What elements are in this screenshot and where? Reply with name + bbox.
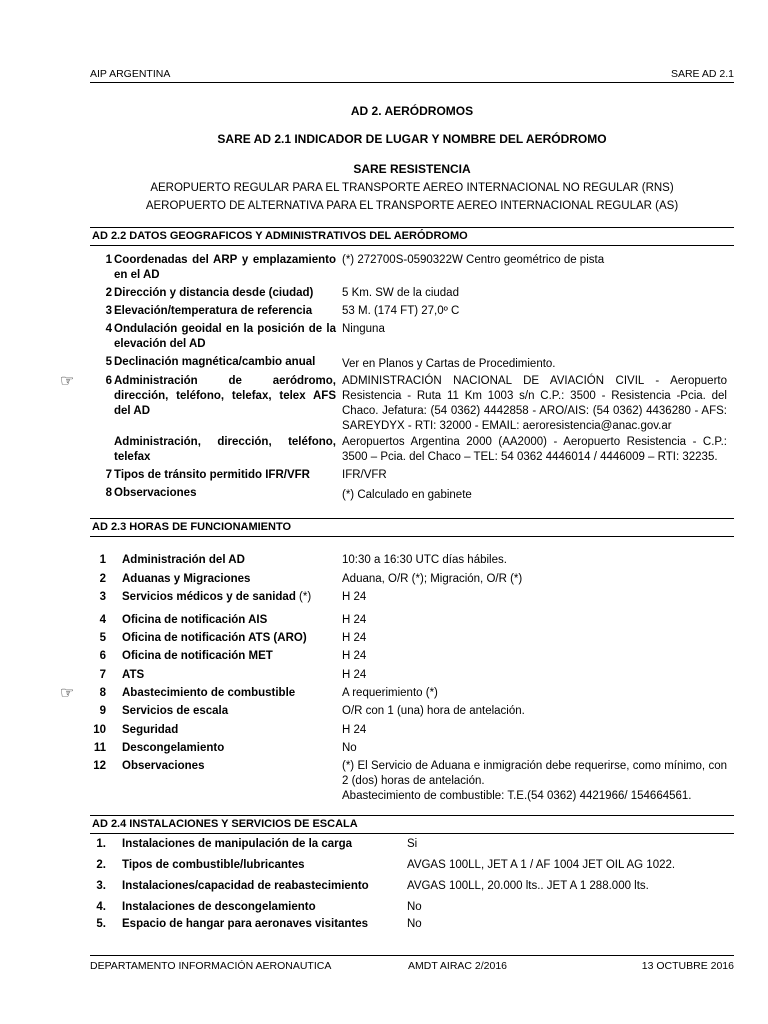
pointing-hand-icon: ☞ xyxy=(60,685,75,702)
title-sare-ad21: SARE AD 2.1 INDICADOR DE LUGAR Y NOMBRE DEL AERÓDROMO xyxy=(217,132,607,146)
title-ad2: AD 2. AERÓDROMOS xyxy=(350,104,474,118)
title-aerodrome-name: SARE RESISTENCIA xyxy=(353,162,471,176)
footer-center: AMDT AIRAC 2/2016 xyxy=(408,960,508,972)
page-header xyxy=(90,68,734,82)
section-ad23-heading: AD 2.3 HORAS DE FUNCIONAMIENTO xyxy=(90,518,734,537)
header-right: SARE AD 2.1 xyxy=(670,68,734,80)
pointing-hand-icon: ☞ xyxy=(60,373,75,390)
header-rule xyxy=(90,82,734,83)
subtitle-rns: AEROPUERTO REGULAR PARA EL TRANSPORTE AEREO INTERNACIONAL NO REGULAR (RNS) xyxy=(150,182,674,194)
document-page: AIP ARGENTINA SARE AD 2.1 AD 2. AERÓDROMOS SARE AD 2.1 INDICADOR DE LUGAR Y NOMBRE DEL AERÓDROMO SARE RESISTENCIA AEROPUERTO REGULAR PARA EL TRANSPORTE AEREO INTERNACIONAL NO REGULAR (RNS) AEROPUERTO DE ALTERNATIVA PARA EL TRANSPORTE AEREO INTERNACIONAL REGULAR (AS) AD 2.2 DATOS GEOGRAFICOS Y ADMINISTRATIVOS DEL AERÓDROMO 1 Coordenadas del ARP y emplazamiento en el AD (*) 272700S-0590322W Centro geométrico de pista 2 Dirección y distancia desde (ciudad) 5 Km. SW de la ciudad 3 Elevación/temperatura de referencia 53 M. (174 FT) 27,0º C 4 Ondulación geoidal en la posición de la elevación del AD Ninguna 5 Declinación magnética/cambio anual Ver en Planos y Cartas de Procedimiento. ☞ 6 Administración de aeródromo, dirección, teléfono, telefax, telex AFS del AD ADMINISTRACIÓN NACIONAL DE AVIACIÓN CIVIL - Aeropuerto Resistencia - Ruta 11 Km 1003 s/n C.P.: 3500 - Resistencia -Pcia. del Chaco. Jefatura: (54 0362) 4442858 - ARO/AIS: (54 0362) 4436280 - AFS: SAREYDYX - RTI: 32000 - EMAIL: aeroresistencia@anac.gov.ar Administración, dirección, teléfono, telefax Aeropuertos Argentina 2000 (AA2000) - Aeropuerto Resistencia - C.P.: 3500 – Pcia. del Chaco – TEL: 54 0362 4446014 / 4446009 – RTI: 32235. 7 Tipos de tránsito permitido IFR/VFR IFR/VFR 8 Observaciones (*) Calculado en gabinete AD 2.3 HORAS DE FUNCIONAMIENTO 1 Administración del AD 10:30 a 16:30 UTC días hábiles. 2 Aduanas y Migraciones Aduana, O/R (*); Migración, O/R (*) 3 Servicios médicos y de sanidad (*) H 24 4 Oficina de notificación AIS H 24 5 Oficina de notificación ATS (ARO) H 24 6 Oficina de notificación MET H 24 7 ATS H 24 ☞ 8 Abastecimiento de combustible A requerimiento (*) 9 Servicios de escala O/R con 1 (una) hora de antelación. 10 Seguridad H 24 11 Descongelamiento No 12 Observaciones (*) El Servicio de Aduana e inmigración debe requerirse, como mínimo, con 2 (dos) horas de antelación. Abastecimiento de combustible: T.E.(54 0362) 4421966/ 154664561. AD 2.4 INSTALACIONES Y SERVICIOS DE ESCALA 1. Instalaciones de manipulación de la carga Si 2. Tipos de combustible/lubricantes AVGAS 100LL, JET A 1 / AF 1004 JET OIL AG 1022. 3. Instalaciones/capacidad de reabastecimiento AVGAS 100LL, 20.000 lts.. JET A 1 288.000 lts. 4. Instalaciones de descongelamiento No 5. Espacio de hangar para aeronaves visitantes No DEPARTAMENTO INFORMACIÓN AERONAUTICA AMDT AIRAC 2/2016 13 OCTUBRE 2016 xyxy=(60,68,734,972)
footer-left: DEPARTAMENTO INFORMACIÓN AERONAUTICA xyxy=(90,960,332,972)
section-ad22-heading: AD 2.2 DATOS GEOGRAFICOS Y ADMINISTRATIVOS DEL AERÓDROMO xyxy=(90,227,734,246)
subtitle-as: AEROPUERTO DE ALTERNATIVA PARA EL TRANSPORTE AEREO INTERNACIONAL REGULAR (AS) xyxy=(145,200,679,212)
footer-right: 13 OCTUBRE 2016 xyxy=(641,960,734,972)
footer-rule xyxy=(90,955,734,956)
header-left: AIP ARGENTINA xyxy=(90,68,171,80)
section-ad24-heading: AD 2.4 INSTALACIONES Y SERVICIOS DE ESCALA xyxy=(90,815,734,834)
